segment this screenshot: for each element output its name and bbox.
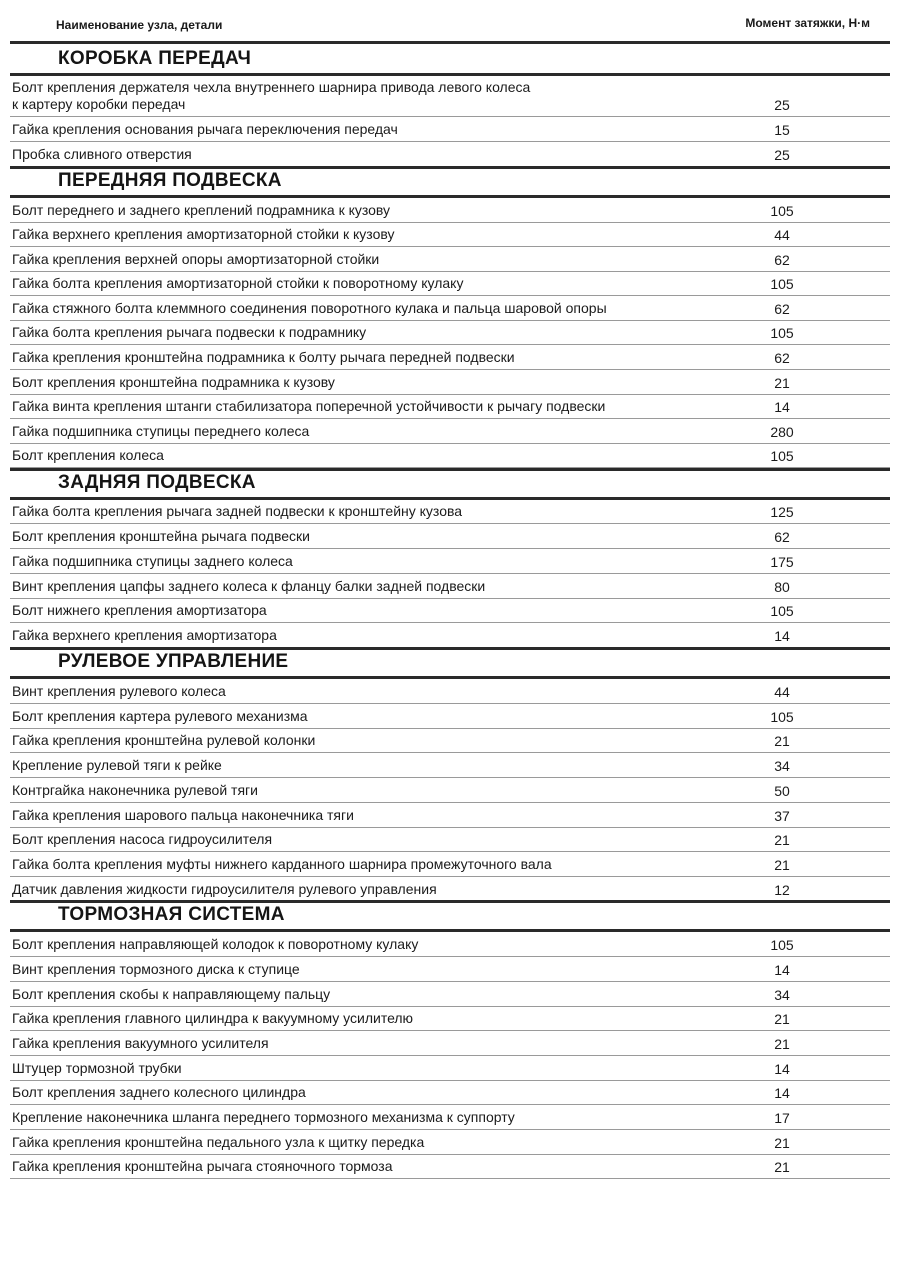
part-name: Пробка сливного отверстия	[12, 146, 192, 162]
section-title: ПЕРЕДНЯЯ ПОДВЕСКА	[58, 170, 282, 191]
header-rule	[10, 41, 890, 44]
table-row	[10, 142, 890, 167]
torque-value: 44	[774, 227, 790, 243]
part-name: Контргайка наконечника рулевой тяги	[12, 782, 258, 798]
torque-value: 105	[770, 709, 794, 725]
torque-value: 21	[774, 733, 790, 749]
torque-value: 105	[770, 603, 794, 619]
part-name: Болт крепления колеса	[12, 447, 164, 463]
section-end-rule	[10, 900, 890, 903]
torque-value: 15	[774, 122, 790, 138]
part-name: Винт крепления тормозного диска к ступице	[12, 961, 300, 977]
table-row	[10, 1056, 890, 1081]
part-name: Гайка крепления кронштейна рычага стояночного тормоза	[12, 1158, 393, 1174]
torque-value: 280	[770, 424, 794, 440]
torque-value: 21	[774, 857, 790, 873]
torque-value: 14	[774, 628, 790, 644]
part-name: Гайка крепления главного цилиндра к вакуумному усилителю	[12, 1010, 414, 1026]
part-name: Гайка крепления кронштейна педального узла к щитку передка	[12, 1134, 425, 1150]
table-row	[10, 1080, 890, 1105]
section-title: ЗАДНЯЯ ПОДВЕСКА	[58, 472, 256, 493]
part-name: Болт переднего и заднего креплений подрамника к кузову	[12, 202, 391, 218]
part-name: Винт крепления цапфы заднего колеса к фланцу балки задней подвески	[12, 578, 486, 594]
torque-value: 17	[774, 1110, 790, 1126]
torque-value: 34	[774, 758, 790, 774]
table-row	[10, 957, 890, 982]
torque-value: 105	[770, 203, 794, 219]
torque-value: 21	[774, 832, 790, 848]
section-title: КОРОБКА ПЕРЕДАЧ	[58, 48, 252, 69]
part-name: Гайка подшипника ступицы переднего колеса	[12, 423, 310, 439]
table-row	[10, 320, 890, 345]
table-row	[10, 296, 890, 321]
table-row	[10, 574, 890, 599]
part-name: Винт крепления рулевого колеса	[12, 683, 226, 699]
torque-value: 80	[774, 579, 790, 595]
table-header	[10, 12, 884, 36]
table-row	[10, 394, 890, 419]
torque-value: 21	[774, 375, 790, 391]
part-name: Болт крепления скобы к направляющему пальцу	[12, 986, 331, 1002]
table-row	[10, 598, 890, 623]
table-row	[10, 704, 890, 729]
table-row	[10, 728, 890, 753]
table-row	[10, 679, 890, 704]
table-row	[10, 932, 890, 957]
part-name: Крепление рулевой тяги к рейке	[12, 757, 222, 773]
table-row	[10, 1105, 890, 1130]
table-row	[10, 345, 890, 370]
table-row	[10, 271, 890, 296]
torque-value: 21	[774, 1135, 790, 1151]
part-name: Штуцер тормозной трубки	[12, 1060, 182, 1076]
table-row	[10, 982, 890, 1007]
torque-value: 105	[770, 276, 794, 292]
table-row	[10, 827, 890, 852]
table-row	[10, 247, 890, 272]
table-row	[10, 1006, 890, 1031]
part-name: Гайка болта крепления рычага подвески к подрамнику	[12, 324, 367, 340]
table-row	[10, 419, 890, 444]
part-name: Гайка крепления кронштейна рулевой колонки	[12, 732, 316, 748]
table-row	[10, 778, 890, 803]
torque-value: 105	[770, 937, 794, 953]
torque-value: 34	[774, 987, 790, 1003]
torque-value: 50	[774, 783, 790, 799]
part-name: Гайка подшипника ступицы заднего колеса	[12, 553, 293, 569]
part-name: Гайка стяжного болта клеммного соединения поворотного кулака и пальца шаровой опоры	[12, 300, 607, 316]
table-row	[10, 852, 890, 877]
part-name: Болт нижнего крепления амортизатора	[12, 602, 267, 618]
part-name: Гайка крепления шарового пальца наконечника тяги	[12, 807, 354, 823]
table-row	[10, 623, 890, 648]
torque-value: 25	[774, 147, 790, 163]
torque-value: 175	[770, 554, 794, 570]
section-end-rule	[10, 166, 890, 169]
torque-value: 62	[774, 529, 790, 545]
table-row	[10, 443, 890, 468]
table-row	[10, 499, 890, 524]
table-row	[10, 370, 890, 395]
torque-value: 62	[774, 350, 790, 366]
table-row	[10, 803, 890, 828]
torque-value: 14	[774, 399, 790, 415]
part-name: Датчик давления жидкости гидроусилителя рулевого управления	[12, 881, 437, 897]
header-name-column: Наименование узла, детали	[56, 18, 223, 32]
table-row	[10, 76, 890, 117]
part-name: Гайка крепления кронштейна подрамника к болту рычага передней подвески	[12, 349, 515, 365]
part-name: Гайка болта крепления муфты нижнего карданного шарнира промежуточного вала	[12, 856, 552, 872]
torque-value: 25	[774, 97, 790, 113]
table-row	[10, 117, 890, 142]
torque-value: 105	[770, 325, 794, 341]
part-name: Гайка крепления верхней опоры амортизаторной стойки	[12, 251, 380, 267]
part-name: Гайка крепления вакуумного усилителя	[12, 1035, 269, 1051]
part-name: Болт крепления направляющей колодок к поворотному кулаку	[12, 936, 419, 952]
part-name: Болт крепления кронштейна рычага подвески	[12, 528, 310, 544]
part-name: Болт крепления кронштейна подрамника к кузову	[12, 374, 335, 390]
torque-value: 125	[770, 504, 794, 520]
part-name: Болт крепления насоса гидроусилителя	[12, 831, 273, 847]
table-row	[10, 753, 890, 778]
table-row	[10, 222, 890, 247]
section-end-rule	[10, 468, 890, 471]
table-row	[10, 524, 890, 549]
torque-value: 21	[774, 1159, 790, 1175]
torque-value: 62	[774, 301, 790, 317]
part-name: Гайка крепления основания рычага переключения передач	[12, 121, 398, 137]
part-name: Гайка верхнего крепления амортизаторной стойки к кузову	[12, 226, 395, 242]
part-name: Гайка болта крепления амортизаторной стойки к поворотному кулаку	[12, 275, 464, 291]
table-row	[10, 1031, 890, 1056]
torque-value: 14	[774, 1061, 790, 1077]
part-name: Крепление наконечника шланга переднего тормозного механизма к суппорту	[12, 1109, 515, 1125]
section-end-rule	[10, 647, 890, 650]
table-row	[10, 1154, 890, 1179]
part-name: Болт крепления заднего колесного цилиндра	[12, 1084, 306, 1100]
table-row	[10, 549, 890, 574]
torque-value: 12	[774, 882, 790, 898]
header-value-column: Момент затяжки, Н·м	[745, 16, 870, 30]
section-title: ТОРМОЗНАЯ СИСТЕМА	[58, 904, 285, 925]
table-row	[10, 877, 890, 902]
torque-value: 37	[774, 808, 790, 824]
torque-value: 21	[774, 1036, 790, 1052]
section-title: РУЛЕВОЕ УПРАВЛЕНИЕ	[58, 651, 289, 672]
part-name: Болт крепления держателя чехла внутреннего шарнира привода левого колеса к картеру коробки передач	[12, 79, 531, 112]
table-row	[10, 1130, 890, 1155]
torque-value: 105	[770, 448, 794, 464]
part-name: Болт крепления картера рулевого механизма	[12, 708, 308, 724]
torque-value: 44	[774, 684, 790, 700]
torque-value: 21	[774, 1011, 790, 1027]
torque-value: 62	[774, 252, 790, 268]
part-name: Гайка болта крепления рычага задней подвески к кронштейну кузова	[12, 503, 463, 519]
torque-value: 14	[774, 962, 790, 978]
table-row	[10, 198, 890, 223]
part-name: Гайка верхнего крепления амортизатора	[12, 627, 277, 643]
part-name: Гайка винта крепления штанги стабилизатора поперечной устойчивости к рычагу подвески	[12, 398, 606, 414]
torque-value: 14	[774, 1085, 790, 1101]
